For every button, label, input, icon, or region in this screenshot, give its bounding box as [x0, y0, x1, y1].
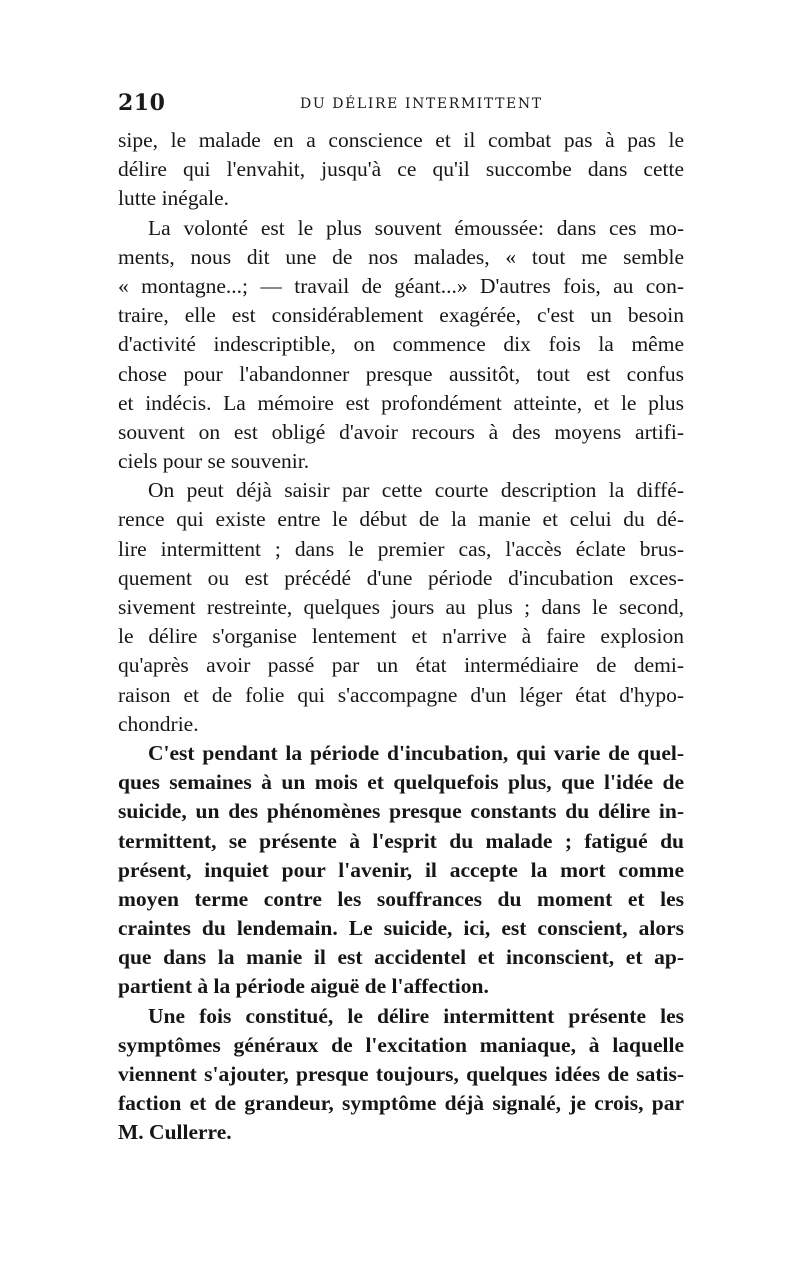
- text-line: quement ou est précédé d'une période d'incubation exces-: [118, 565, 684, 590]
- text-line: ciels pour se souvenir.: [118, 449, 310, 474]
- text-line: symptômes généraux de l'excitation maniaque, à laquelle: [118, 1032, 684, 1057]
- text-line: traire, elle est considérablement exagérée, c'est un besoin: [118, 303, 684, 328]
- text-line: lutte inégale.: [118, 186, 230, 211]
- text-line: qu'après avoir passé par un état intermédiaire de demi-: [118, 653, 684, 678]
- text-line: présent, inquiet pour l'avenir, il accepte la mort comme: [118, 857, 684, 882]
- paragraph: [118, 126, 684, 214]
- text-line: M. Cullerre.: [118, 1120, 232, 1145]
- text-line: sivement restreinte, quelques jours au plus ; dans le second,: [118, 595, 684, 619]
- text-line: que dans la manie il est accidentel et inconscient, et ap-: [118, 945, 684, 970]
- text-line: suicide, un des phénomènes presque constants du délire in-: [118, 799, 684, 824]
- text-line: C'est pendant la période d'incubation, qui varie de quel-: [148, 740, 684, 765]
- text-line: craintes du lendemain. Le suicide, ici, est conscient, alors: [118, 916, 684, 941]
- text-line: d'activité indescriptible, on commence dix fois la même: [118, 332, 684, 357]
- paragraph: [118, 1002, 684, 1148]
- text-line: raison et de folie qui s'accompagne d'un léger état d'hypo-: [118, 682, 684, 707]
- text-line: termittent, se présente à l'esprit du malade ; fatigué du: [118, 828, 684, 853]
- text-line: délire qui l'envahit, jusqu'à ce qu'il succombe dans cette: [118, 157, 684, 182]
- text-line: partient à la période aiguë de l'affection.: [118, 974, 489, 999]
- page-number: 210: [118, 90, 166, 116]
- page-body: [118, 126, 684, 1148]
- text-line: On peut déjà saisir par cette courte description la diffé-: [148, 478, 684, 503]
- paragraph: [118, 476, 684, 739]
- text-line: rence qui existe entre le début de la manie et celui du dé-: [118, 507, 684, 532]
- text-line: chondrie.: [118, 711, 199, 736]
- text-line: le délire s'organise lentement et n'arrive à faire explosion: [118, 624, 684, 649]
- text-line: La volonté est le plus souvent émoussée: dans ces mo-: [148, 215, 684, 240]
- text-line: viennent s'ajouter, presque toujours, quelques idées de satis-: [118, 1062, 684, 1086]
- text-line: ques semaines à un mois et quelquefois plus, que l'idée de: [118, 770, 684, 795]
- text-line: Une fois constitué, le délire intermittent présente les: [148, 1003, 684, 1028]
- text-line: moyen terme contre les souffrances du moment et les: [118, 886, 684, 911]
- running-head: DU DÉLIRE INTERMITTENT: [300, 96, 543, 112]
- page-header: [118, 90, 678, 120]
- text-line: sipe, le malade en a conscience et il combat pas à pas le: [118, 128, 684, 152]
- text-line: et indécis. La mémoire est profondément atteinte, et le plus: [118, 390, 684, 415]
- text-line: lire intermittent ; dans le premier cas, l'accès éclate brus-: [118, 536, 684, 561]
- text-line: chose pour l'abandonner presque aussitôt, tout est confus: [118, 361, 684, 386]
- text-line: ments, nous dit une de nos malades, « tout me semble: [118, 244, 684, 269]
- text-line: faction et de grandeur, symptôme déjà signalé, je crois, par: [118, 1091, 684, 1116]
- paragraph: [118, 739, 684, 1002]
- text-line: souvent on est obligé d'avoir recours à des moyens artifi-: [118, 419, 684, 444]
- text-line: « montagne...; — travail de géant...» D'autres fois, au con-: [118, 273, 684, 298]
- paragraph: [118, 214, 684, 477]
